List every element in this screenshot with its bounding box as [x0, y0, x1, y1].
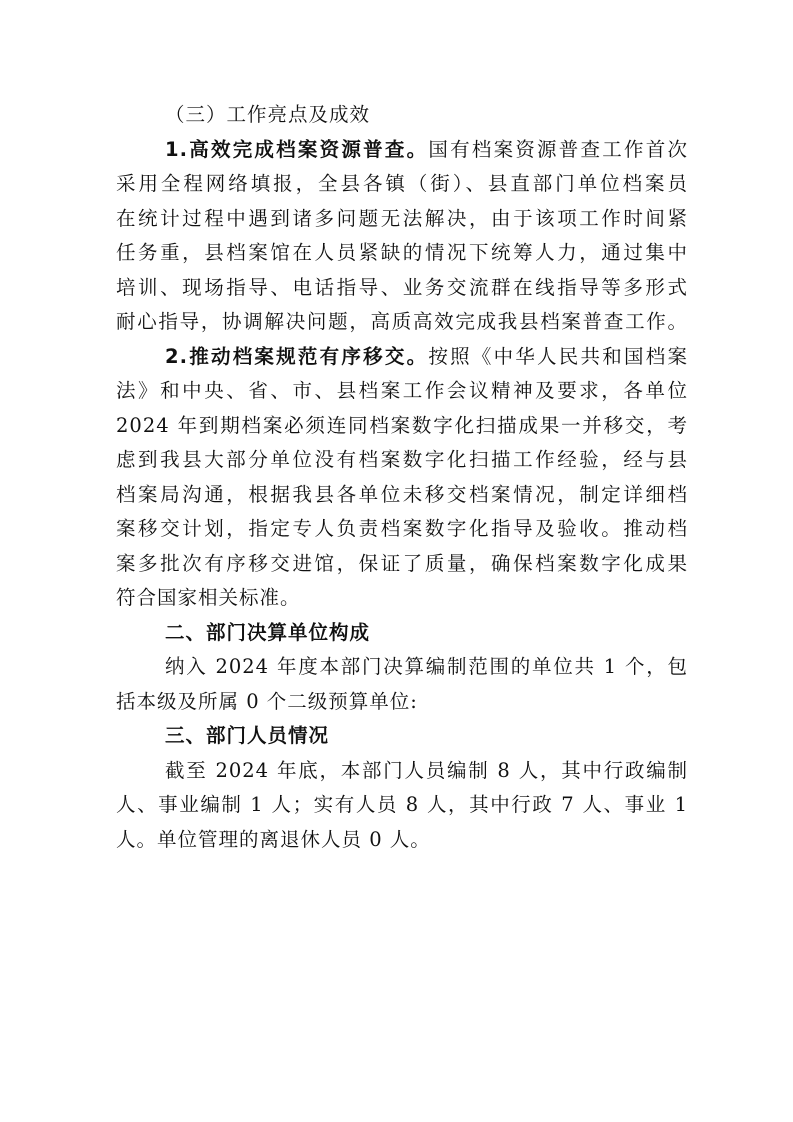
- section3-line: 人、事业编制 1 人；实有人员 8 人，其中行政 7 人、事业 1: [116, 793, 688, 816]
- section-heading-personnel: 三、部门人员情况: [165, 724, 330, 747]
- item1-title: 1.高效完成档案资源普查。: [165, 137, 429, 161]
- item2-line: 符合国家相关标准。: [116, 586, 301, 609]
- item2-line: 案多批次有序移交进馆，保证了质量，确保档案数字化成果: [116, 551, 688, 575]
- section3-line: 截至 2024 年底，本部门人员编制 8 人，其中行政编制: [165, 758, 688, 782]
- subsection-heading-highlights: （三）工作亮点及成效: [165, 103, 371, 126]
- item1-line: 国有档案资源普查工作首次: [428, 137, 688, 161]
- item1-first-line: [116, 133, 688, 168]
- item2-line: 法》和中央、省、市、县档案工作会议精神及要求，各单位: [116, 379, 688, 402]
- item1-line: 采用全程网络填报，全县各镇（街）、县直部门单位档案员: [116, 172, 688, 195]
- section3-line: 人。单位管理的离退休人员 0 人。: [116, 827, 431, 851]
- document-body: [116, 98, 688, 857]
- section2-line: 括本级及所属 0 个二级预算单位:: [116, 689, 418, 713]
- item1-line: 培训、现场指导、电话指导、业务交流群在线指导等多形式: [116, 275, 688, 299]
- item1-line: 在统计过程中遇到诸多问题无法解决，由于该项工作时间紧: [116, 206, 688, 230]
- section2-line: 纳入 2024 年度本部门决算编制范围的单位共 1 个，包: [165, 655, 688, 678]
- item2-line: 2024 年到期档案必须连同档案数字化扫描成果一并移交，考: [116, 413, 688, 437]
- item2-first-line: [116, 340, 688, 375]
- item2-line: 案移交计划，指定专人负责档案数字化指导及验收。推动档: [116, 517, 688, 540]
- item2-line: 虑到我县大部分单位没有档案数字化扫描工作经验，经与县: [116, 448, 688, 471]
- item2-line: 按照《中华人民共和国档案: [428, 344, 688, 368]
- item1-line: 任务重，县档案馆在人员紧缺的情况下统筹人力，通过集中: [116, 241, 688, 264]
- item2-line: 档案局沟通，根据我县各单位未移交档案情况，制定详细档: [116, 482, 688, 506]
- item1-line: 耐心指导，协调解决问题，高质高效完成我县档案普查工作。: [116, 310, 688, 333]
- section-heading-units: 二、部门决算单位构成: [165, 620, 371, 644]
- item2-title: 2.推动档案规范有序移交。: [165, 344, 429, 368]
